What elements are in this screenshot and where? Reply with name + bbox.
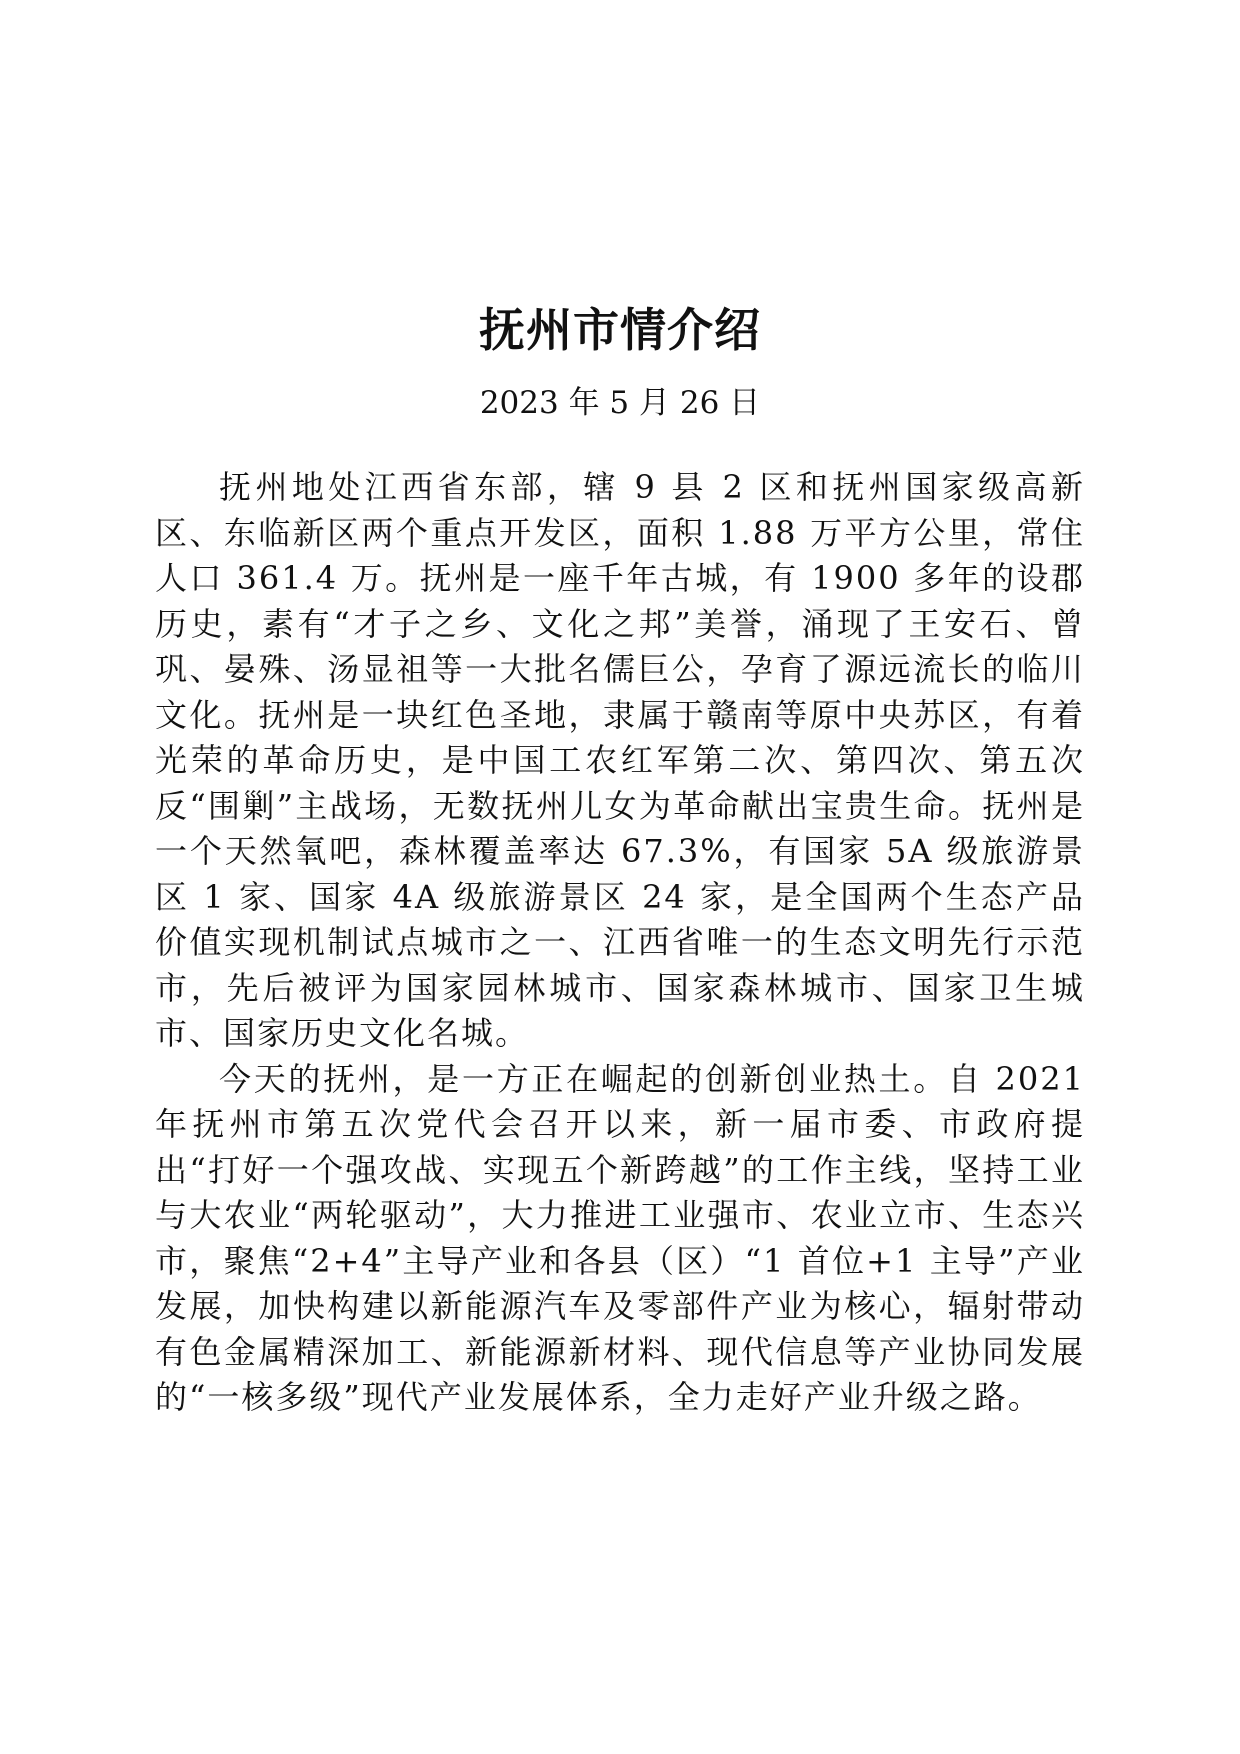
document-body bbox=[155, 465, 1085, 1421]
document-date: 2023 年 5 月 26 日 bbox=[479, 385, 761, 421]
document-title: 抚州市情介绍 bbox=[479, 303, 761, 357]
paragraph-intro: 抚州地处江西省东部，辖 9 县 2 区和抚州国家级高新区、东临新区两个重点开发区，面积 1.88 万平方公里，常住人口 361.4 万。抚州是一座千年古城，有 1900 多年的设郡历史，素有“才子之乡、文化之邦”美誉，涌现了王安石、曾巩、晏殊、汤显祖等一大批名儒巨公，孕育了源远流长的临川文化。抚州是一块红色圣地，隶属于赣南等原中央苏区，有着光荣的革命历史，是中国工农红军第二次、第四次、第五次反“围剿”主战场，无数抚州儿女为革命献出宝贵生命。抚州是一个天然氧吧，森林覆盖率达 67.3%，有国家 5A 级旅游景区 1 家、国家 4A 级旅游景区 24 家，是全国两个生态产品价值实现机制试点城市之一、江西省唯一的生态文明先行示范市，先后被评为国家园林城市、国家森林城市、国家卫生城市、国家历史文化名城。 bbox=[155, 468, 1085, 1052]
paragraph-development: 今天的抚州，是一方正在崛起的创新创业热土。自 2021 年抚州市第五次党代会召开以来，新一届市委、市政府提出“打好一个强攻战、实现五个新跨越”的工作主线，坚持工业与大农业“两轮驱动”，大力推进工业强市、农业立市、生态兴市，聚焦“2+4”主导产业和各县（区）“1 首位+1 主导”产业发展，加快构建以新能源汽车及零部件产业为核心，辐射带动有色金属精深加工、新能源新材料、现代信息等产业协同发展的“一核多级”现代产业发展体系，全力走好产业升级之路。 bbox=[155, 1059, 1085, 1416]
